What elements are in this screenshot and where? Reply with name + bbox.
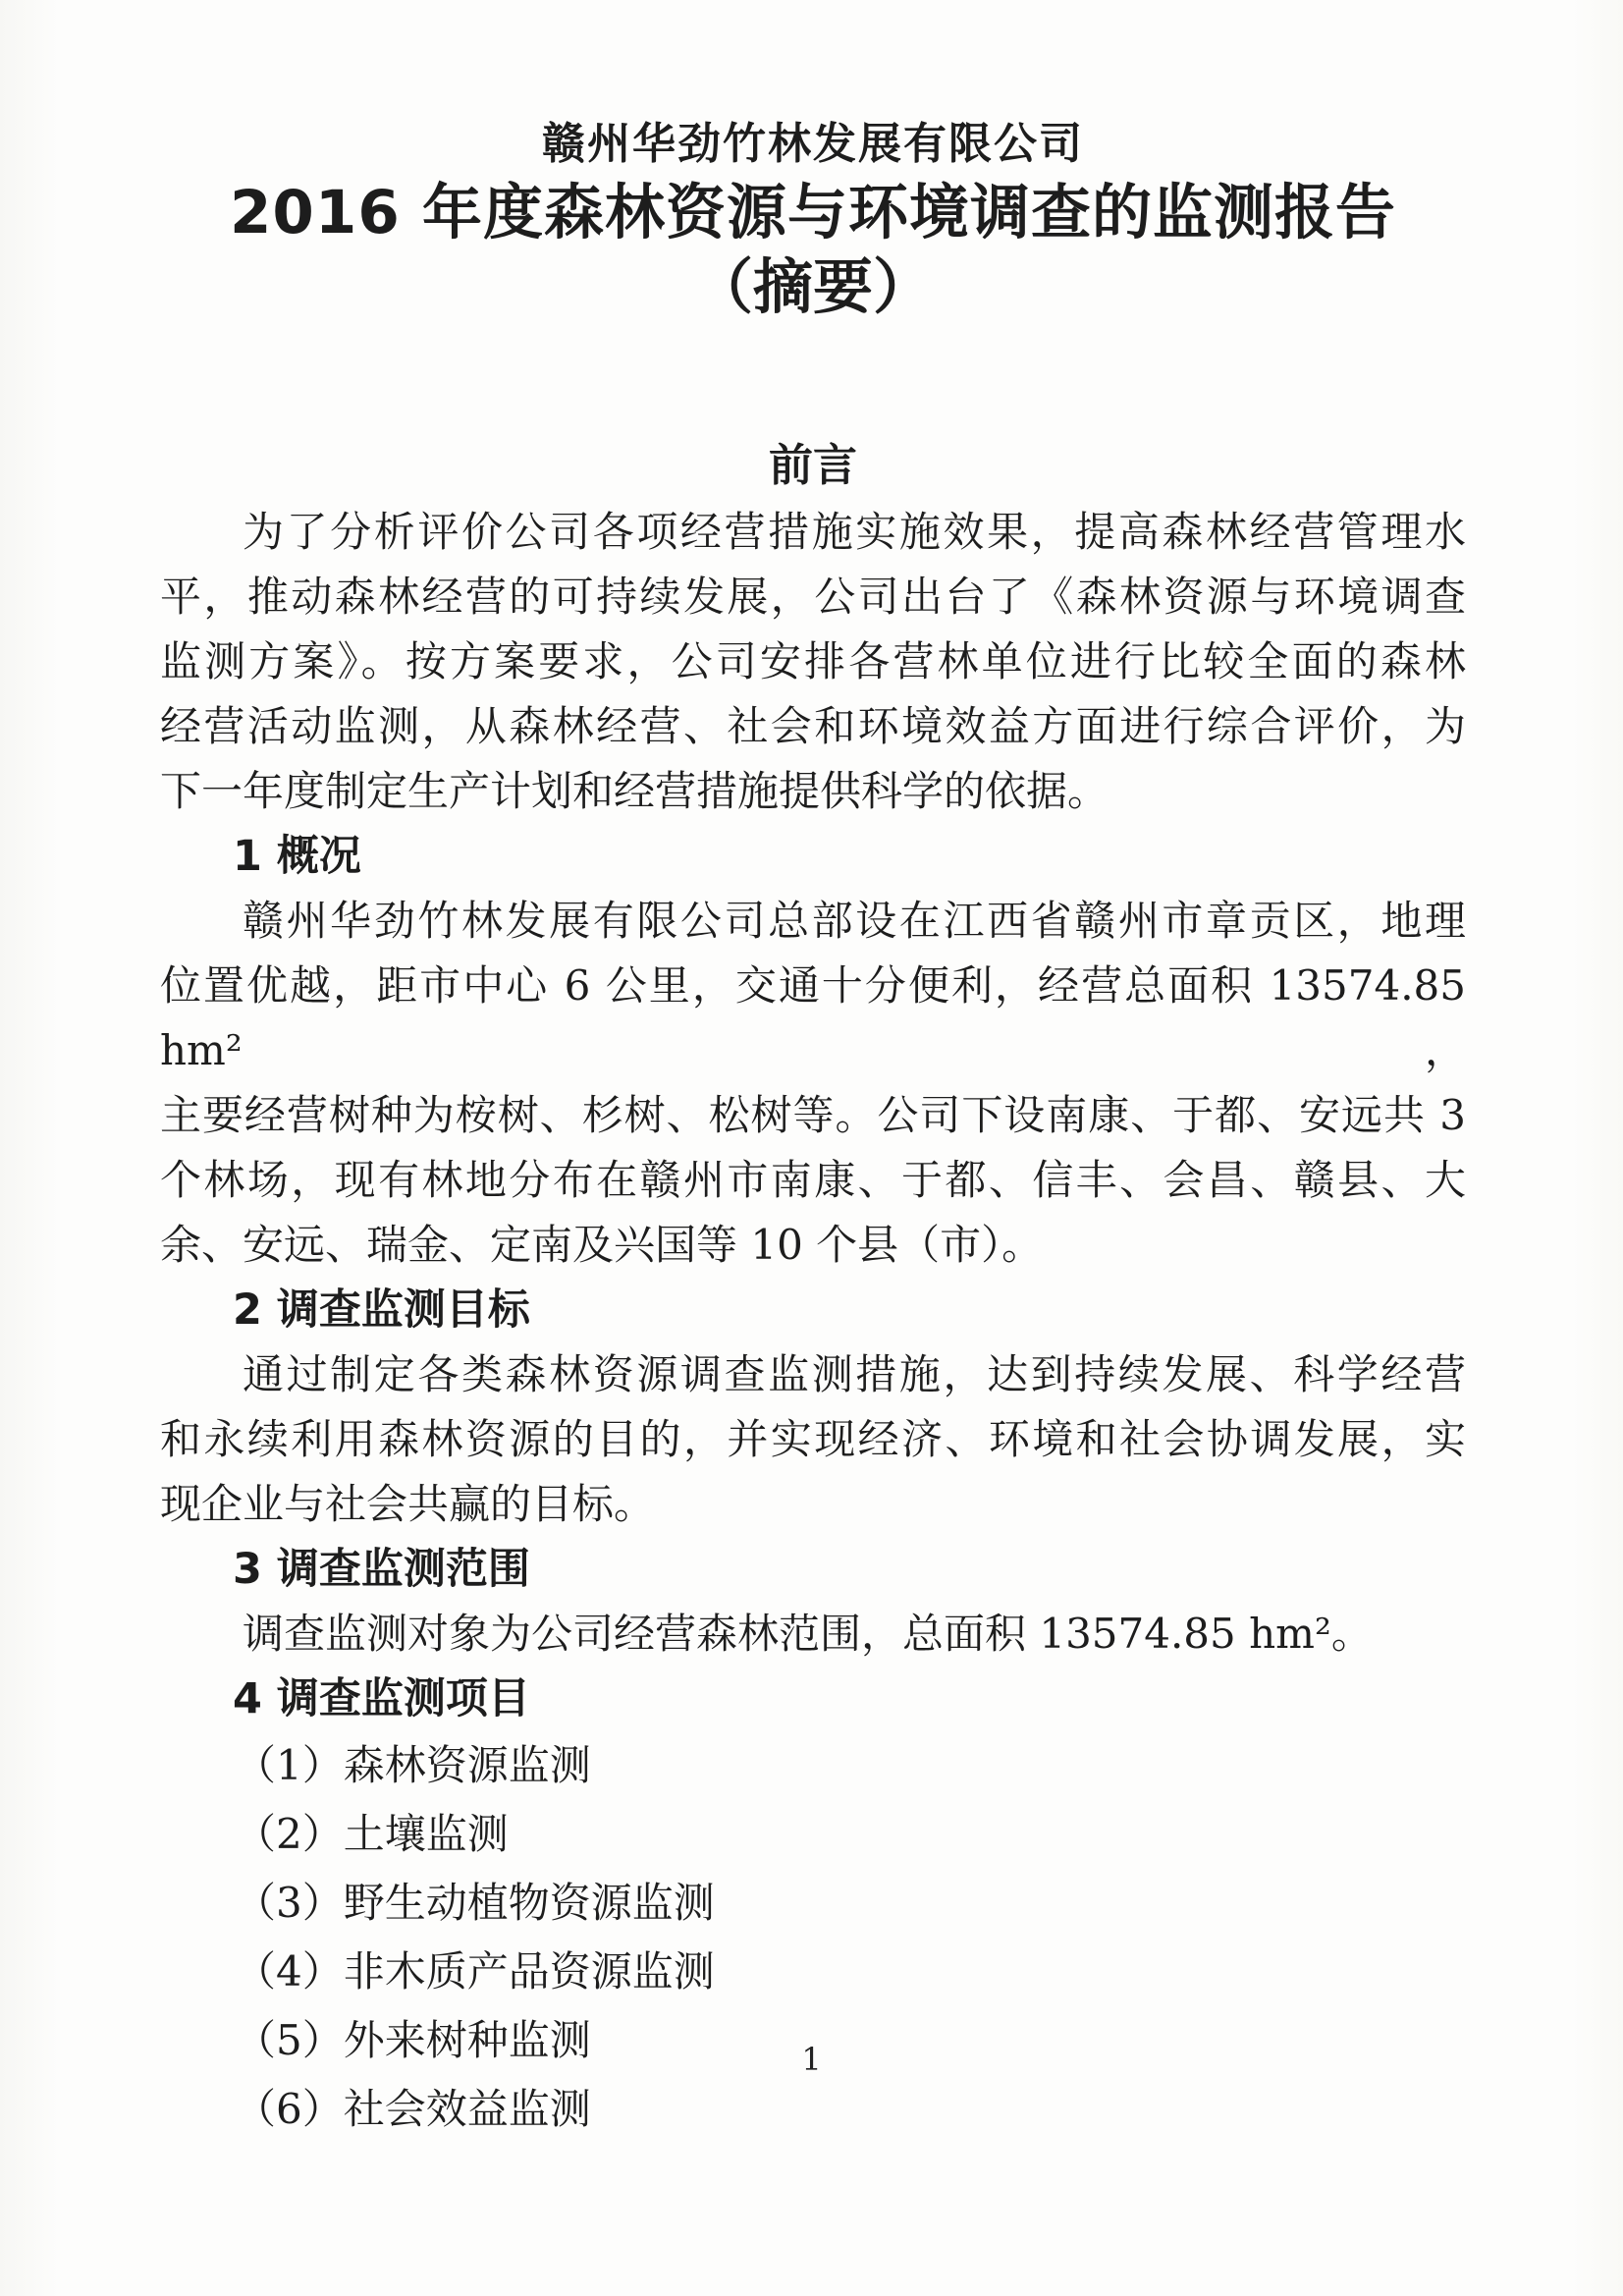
preface-line: 为了分析评价公司各项经营措施实施效果，提高森林经营管理水 — [243, 508, 1466, 556]
preface-heading: 前言 — [768, 439, 857, 491]
company-name: 赣州华劲竹林发展有限公司 — [542, 119, 1084, 169]
section-1-line: 个林场，现有林地分布在赣州市南康、于都、信丰、会昌、赣县、大 — [160, 1156, 1466, 1204]
page-number: 1 — [801, 2041, 822, 2078]
monitoring-item: （1）森林资源监测 — [235, 1741, 591, 1789]
section-2-heading: 2 调查监测目标 — [233, 1285, 530, 1335]
preface-line: 下一年度制定生产计划和经营措施提供科学的依据。 — [160, 767, 1109, 815]
monitoring-item: （4）非木质产品资源监测 — [235, 1947, 715, 1995]
section-2-line: 通过制定各类森林资源调查监测措施，达到持续发展、科学经营 — [243, 1350, 1466, 1398]
preface-line: 平，推动森林经营的可持续发展，公司出台了《森林资源与环境调查 — [160, 573, 1466, 621]
section-1-heading: 1 概况 — [233, 832, 361, 881]
preface-line: 经营活动监测，从森林经营、社会和环境效益方面进行综合评价，为 — [160, 702, 1466, 750]
section-1-line: 主要经营树种为桉树、杉树、松树等。公司下设南康、于都、安远共 3 — [160, 1091, 1466, 1139]
preface-line: 监测方案》。按方案要求，公司安排各营林单位进行比较全面的森林 — [160, 637, 1466, 685]
monitoring-item: （6）社会效益监测 — [235, 2085, 591, 2133]
section-3-heading: 3 调查监测范围 — [233, 1545, 530, 1594]
monitoring-item: （3）野生动植物资源监测 — [235, 1879, 715, 1927]
section-2-line: 现企业与社会共赢的目标。 — [160, 1480, 656, 1528]
document-content — [160, 0, 1466, 2144]
section-1-line: 赣州华劲竹林发展有限公司总部设在江西省赣州市章贡区，地理 — [243, 897, 1466, 945]
monitoring-item: （2）土壤监测 — [235, 1810, 509, 1858]
section-2-line: 和永续利用森林资源的目的，并实现经济、环境和社会协调发展，实 — [160, 1415, 1466, 1463]
section-3-line: 调查监测对象为公司经营森林范围，总面积 13574.85 hm²。 — [243, 1610, 1373, 1658]
report-subtitle: （摘要） — [692, 252, 933, 322]
report-title: 2016 年度森林资源与环境调查的监测报告 — [229, 178, 1396, 247]
section-1-line: 余、安远、瑞金、定南及兴国等 10 个县（市）。 — [160, 1221, 1044, 1269]
section-1-line: 位置优越，距市中心 6 公里，交通十分便利，经营总面积 13574.85 hm²， — [160, 961, 1466, 1074]
section-4-heading: 4 调查监测项目 — [233, 1674, 530, 1723]
monitoring-item: （5）外来树种监测 — [235, 2016, 591, 2064]
